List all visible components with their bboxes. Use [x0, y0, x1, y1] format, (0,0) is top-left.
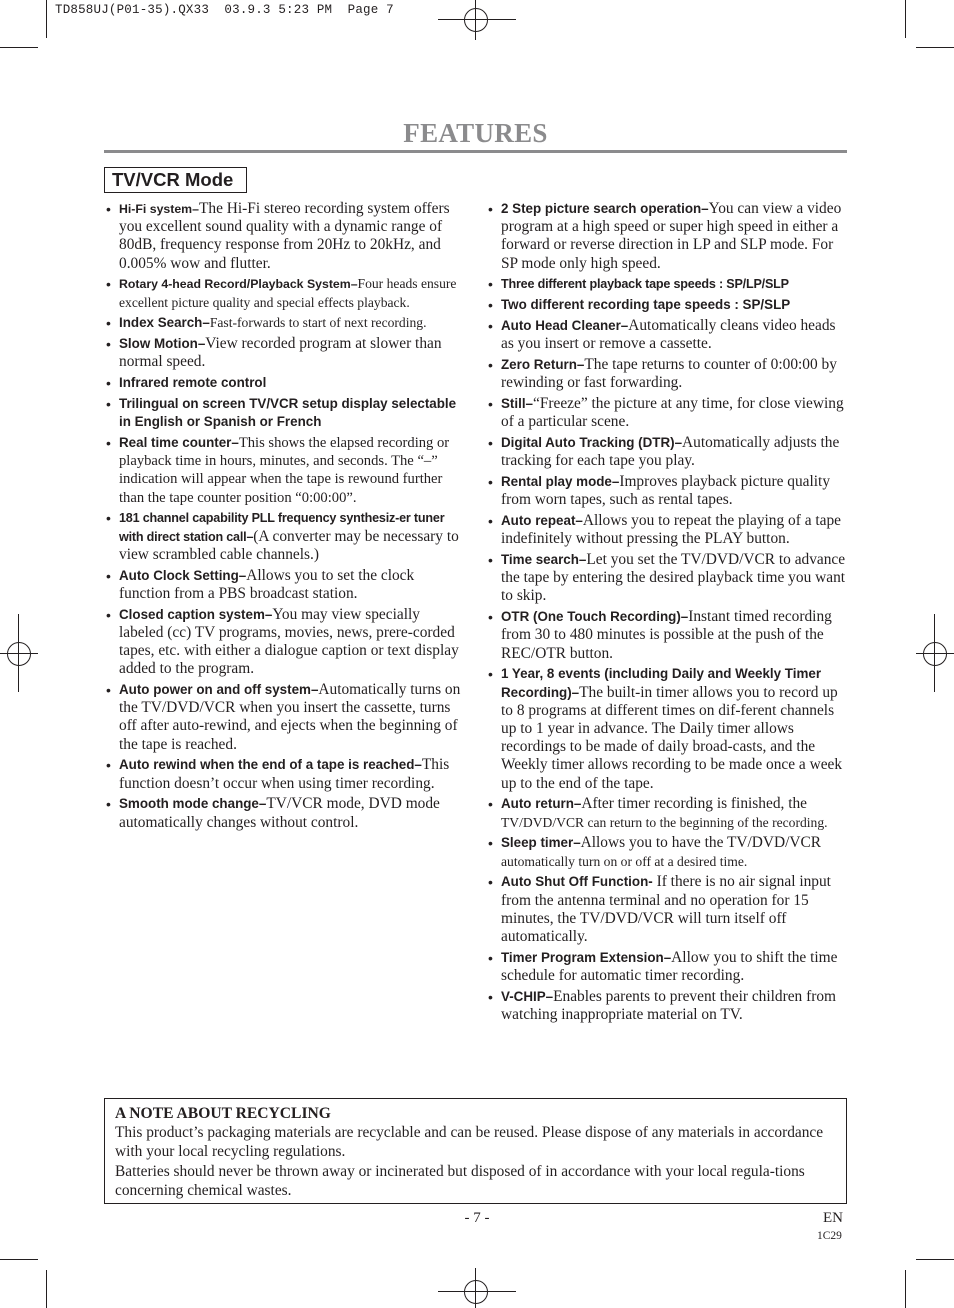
feature-item [488, 317, 850, 353]
feature-label: 2 Step picture search operation– [501, 201, 709, 216]
feature-item [488, 949, 850, 985]
feature-item [106, 756, 468, 792]
feature-text: The Hi-Fi stereo recording system offers you excellent sound quality with a dynamic range of 80dB, frequency response from 20Hz to 20kHz, and 0.005% wow and flutter. [119, 200, 450, 272]
feature-item [488, 873, 850, 946]
feature-label: 181 channel capability PLL frequency synthesiz-er tuner with direct station call– [119, 511, 445, 544]
feature-text: The tape returns to counter of 0:00:00 by rewinding or fast forwarding. [501, 356, 837, 392]
feature-label: Index Search– [119, 315, 210, 331]
feature-item [488, 275, 850, 293]
feature-text: You can view a video program at a high speed or super high speed in either a forward or reverse direction in LP and SLP mode. For SP mode only high speed. [501, 200, 842, 272]
feature-label: Infrared remote control [119, 375, 267, 391]
crop-mark [46, 0, 47, 38]
feature-label: Slow Motion– [119, 336, 206, 352]
feature-item [106, 434, 468, 507]
feature-label: Three different playback tape speeds : SP/LP/SLP [501, 277, 789, 292]
document-code: 1C29 [817, 1230, 842, 1242]
feature-label: Rotary 4-head Record/Playback System– [119, 277, 358, 292]
language-code: EN [823, 1210, 843, 1226]
feature-item [488, 395, 850, 431]
feature-item [106, 275, 468, 311]
feature-label: Closed caption system– [119, 606, 273, 622]
feature-item [488, 296, 850, 314]
feature-label: Auto repeat– [501, 513, 583, 528]
print-header: TD858UJ(P01-35).QX33 03.9.3 5:23 PM Page 7 [55, 3, 394, 17]
page-title: FEATURES [403, 118, 548, 148]
feature-text: Fast-forwards to start of next recording. [209, 315, 427, 331]
page-number: - 7 - [464, 1210, 490, 1226]
feature-text: The built-in timer allows you to record up to 8 programs at different times on dif-ferent channels up to 1 year in advance. The Daily timer allows recordings to be made of daily broad-casts, and the Weekly timer allows recording to be made once a week up to the end of the tape. [501, 683, 843, 792]
feature-label: Trilingual on screen TV/VCR setup display selectable in English or Spanish or French [119, 396, 457, 430]
feature-item [106, 314, 468, 332]
feature-label: Zero Return– [501, 357, 585, 372]
feature-item [488, 834, 850, 870]
note-title: A NOTE ABOUT RECYCLING [115, 1105, 331, 1122]
feature-text-continued: TV/DVD/VCR can return to the beginning of the recording. [501, 814, 828, 830]
feature-item [488, 665, 850, 792]
feature-item [488, 356, 850, 392]
feature-text: This shows the elapsed recording or playback time in hours, minutes, and seconds. The “–” indication will appear when the tape is rewound further than the tape counter position “0:00:00”. [119, 435, 450, 506]
title-rule [104, 150, 847, 153]
feature-item [106, 606, 468, 679]
feature-text: After timer recording is finished, the [581, 795, 808, 813]
feature-text-continued: automatically turn on or off at a desired time. [501, 853, 748, 869]
feature-text: Improves playback picture quality from worn tapes, such as rental tapes. [501, 473, 831, 509]
feature-text: Allows you to set the clock function from a PBS broadcast station. [119, 566, 415, 602]
feature-text: Automatically turns on the TV/DVD/VCR when you insert the cassette, turns off after auto-rewind, and ejects when the beginning of the tape is reached. [119, 681, 461, 753]
feature-text: Enables parents to prevent their children from watching inappropriate material on TV. [501, 987, 837, 1024]
feature-text: Allow you to shift the time schedule for automatic timer recording. [501, 948, 838, 985]
feature-label: Auto Shut Off Function- [501, 874, 653, 890]
feature-item [488, 512, 850, 548]
feature-item [106, 795, 468, 831]
feature-text: Allows you to repeat the playing of a tape indefinitely without pressing the PLAY button. [501, 512, 842, 548]
feature-label: Auto Head Cleaner– [501, 318, 629, 333]
feature-label: Real time counter– [119, 435, 239, 450]
note-paragraph: This product’s packaging materials are recyclable and can be reused. Please dispose of any materials in accordance with your local recycling regulations. [115, 1124, 824, 1160]
feature-label: Auto return– [501, 796, 582, 812]
feature-item [106, 335, 468, 371]
crop-mark [46, 1270, 47, 1308]
feature-label: Time search– [501, 552, 587, 567]
feature-text: TV/VCR mode, DVD mode automatically changes without control. [119, 795, 440, 831]
feature-item [488, 434, 850, 470]
feature-text: Instant timed recording from 30 to 480 minutes is possible at the push of the REC/OTR button. [501, 608, 832, 662]
feature-text: This function doesn’t occur when using timer recording. [119, 756, 450, 792]
feature-label: Rental play mode– [501, 474, 620, 489]
feature-label: OTR (One Touch Recording)– [501, 609, 689, 625]
note-paragraph: Batteries should never be thrown away or incinerated but disposed of in accordance with your local regula-tions concerning chemical wastes. [115, 1163, 805, 1199]
feature-text: Allows you to have the TV/DVD/VCR [580, 834, 822, 852]
feature-text: Automatically cleans video heads as you insert or remove a cassette. [501, 317, 836, 353]
features-left-column [106, 200, 468, 834]
feature-label: Two different recording tape speeds : SP/SLP [501, 297, 791, 313]
feature-item [488, 795, 850, 831]
feature-label: Still– [501, 396, 533, 411]
feature-text: View recorded program at slower than normal speed. [119, 335, 442, 371]
feature-text: Let you set the TV/DVD/VCR to advance the tape by entering the desired playback time you want to skip. [501, 551, 846, 605]
feature-item [488, 473, 850, 509]
recycling-note [104, 1098, 847, 1204]
feature-label: 1 Year, 8 events (including Daily and Weekly Timer Recording)– [501, 666, 822, 700]
feature-label: Hi-Fi system– [119, 202, 199, 216]
feature-item [106, 395, 468, 431]
feature-label: V-CHIP– [501, 988, 554, 1004]
mode-heading: TV/VCR Mode [104, 167, 247, 193]
feature-label: Digital Auto Tracking (DTR)– [501, 435, 683, 450]
feature-item [106, 681, 468, 754]
feature-label: Auto rewind when the end of a tape is reached– [119, 757, 422, 773]
feature-text: Automatically adjusts the tracking for each tape you play. [501, 434, 840, 470]
feature-item [488, 608, 850, 663]
crop-mark [916, 47, 954, 48]
crop-mark [0, 1259, 38, 1260]
feature-text: If there is no air signal input from the antenna terminal and no operation for 15 minutes, the TV/DVD/VCR will turn itself off automatically. [501, 873, 831, 946]
feature-label: Auto Clock Setting– [119, 567, 247, 583]
feature-label: Smooth mode change– [119, 796, 267, 812]
feature-item [488, 988, 850, 1024]
feature-text: (A converter may be necessary to view scrambled cable channels.) [119, 527, 459, 563]
feature-item [106, 509, 468, 564]
feature-text: You may view specially labeled (cc) TV programs, movies, news, prere-corded tapes, etc. with either a dialogue caption or text display added to the program. [119, 605, 459, 678]
feature-item [106, 374, 468, 392]
feature-label: Timer Program Extension– [501, 949, 672, 965]
crop-mark [905, 0, 906, 38]
features-right-column [488, 200, 850, 1027]
crop-mark [0, 47, 38, 48]
crop-mark [916, 1259, 954, 1260]
feature-text: Four heads ensure excellent picture quality and special effects playback. [119, 276, 457, 310]
feature-item [488, 200, 850, 273]
feature-item [106, 200, 468, 273]
feature-label: Sleep timer– [501, 835, 581, 851]
feature-text: “Freeze” the picture at any time, for close viewing of a particular scene. [501, 395, 844, 431]
feature-label: Auto power on and off system– [119, 682, 319, 698]
crop-mark [905, 1270, 906, 1308]
feature-item [488, 551, 850, 606]
feature-item [106, 567, 468, 603]
